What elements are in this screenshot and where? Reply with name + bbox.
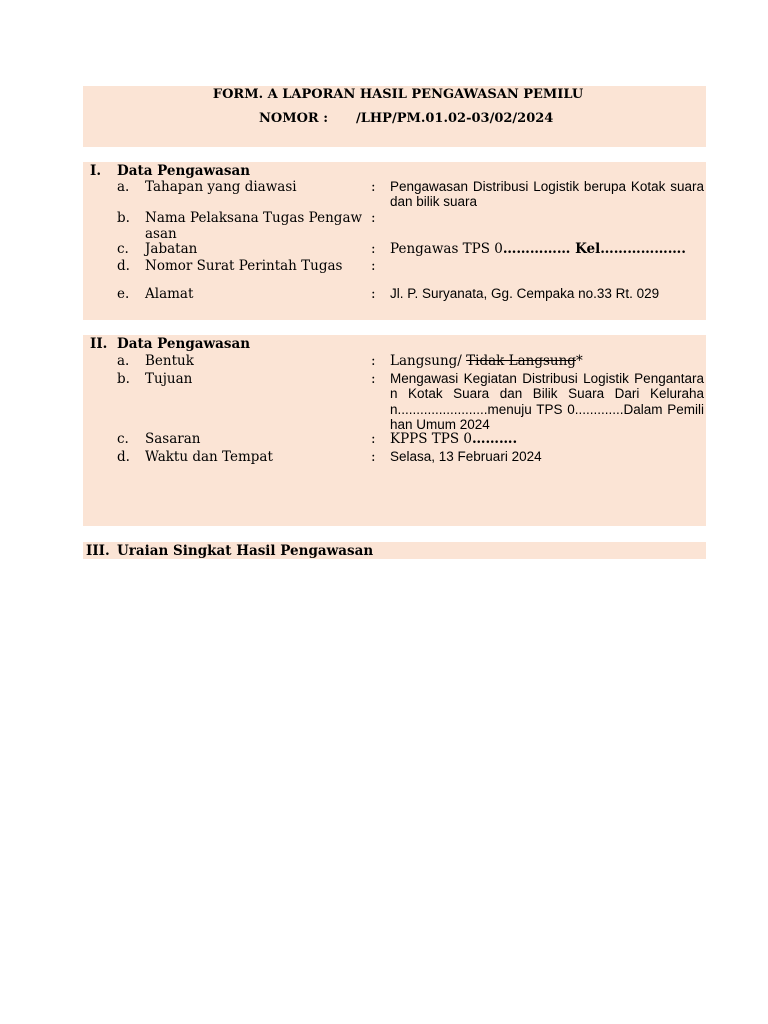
- row-colon: :: [371, 241, 376, 257]
- row-colon: :: [371, 371, 376, 387]
- bentuk-asterisk: *: [575, 353, 583, 369]
- section-3-title: Uraian Singkat Hasil Pengawasan: [117, 543, 374, 559]
- row-label-jabatan: Jabatan: [145, 241, 198, 257]
- row-label-nama-pelaksana: Nama Pelaksana Tugas Pengaw: [145, 210, 363, 226]
- row-letter: b.: [117, 371, 130, 387]
- section-1-title: Data Pengawasan: [117, 163, 251, 179]
- section-2-number: II.: [90, 336, 108, 352]
- row-colon: :: [371, 286, 376, 302]
- bentuk-langsung: Langsung/: [390, 353, 467, 369]
- row-label-sasaran: Sasaran: [145, 431, 201, 447]
- row-value-alamat: Jl. P. Suryanata, Gg. Cempaka no.33 Rt. 029: [390, 286, 660, 301]
- row-label-waktu-tempat: Waktu dan Tempat: [145, 449, 273, 465]
- row-colon: :: [371, 210, 376, 226]
- row-letter: a.: [117, 353, 130, 369]
- jabatan-dots: …………… Kel……………….: [502, 241, 686, 257]
- row-value-waktu-tempat: Selasa, 13 Februari 2024: [390, 449, 542, 464]
- row-colon: :: [371, 449, 376, 465]
- row-label-tahapan: Tahapan yang diawasi: [145, 179, 297, 195]
- row-value-bentuk: [390, 353, 583, 369]
- row-letter: d.: [117, 449, 130, 465]
- row-colon: :: [371, 431, 376, 447]
- row-label-bentuk: Bentuk: [145, 353, 194, 369]
- row-value-tujuan: Mengawasi Kegiatan Distribusi Logistik Pengantaran Kotak Suara dan Bilik Suara Dari Kelurahan........................menuju TPS 0.............Dalam Pemilihan Umum 2024: [390, 371, 704, 432]
- nomor-label: NOMOR :: [259, 111, 329, 126]
- row-letter: c.: [117, 241, 129, 257]
- form-title: FORM. A LAPORAN HASIL PENGAWASAN PEMILU: [212, 87, 584, 102]
- row-label-tujuan: Tujuan: [145, 371, 193, 387]
- section-3-number: III.: [86, 543, 110, 559]
- sasaran-dots: ……….: [472, 431, 518, 447]
- row-label-alamat: Alamat: [145, 286, 194, 302]
- row-value-tahapan: Pengawasan Distribusi Logistik berupa Kotak suara dan bilik suara: [390, 179, 704, 210]
- row-letter: c.: [117, 431, 129, 447]
- row-colon: :: [371, 179, 376, 195]
- row-colon: :: [371, 353, 376, 369]
- row-value-jabatan: [390, 241, 686, 257]
- row-letter: a.: [117, 179, 130, 195]
- sasaran-prefix: KPPS TPS 0: [390, 431, 473, 447]
- row-label-nomor-surat: Nomor Surat Perintah Tugas: [145, 258, 343, 274]
- row-colon: :: [371, 258, 376, 274]
- row-value-sasaran: [390, 431, 517, 447]
- row-letter: e.: [117, 286, 130, 302]
- row-letter: b.: [117, 210, 130, 226]
- section-2-title: Data Pengawasan: [117, 336, 251, 352]
- jabatan-prefix: Pengawas TPS 0: [390, 241, 503, 257]
- row-label-nama-pelaksana-cont: asan: [145, 226, 177, 242]
- row-letter: d.: [117, 258, 130, 274]
- nomor-value: /LHP/PM.01.02-03/02/2024: [356, 111, 554, 126]
- bentuk-tidak-langsung-struck: Tidak Langsung: [466, 353, 576, 369]
- section-1-number: I.: [90, 163, 102, 179]
